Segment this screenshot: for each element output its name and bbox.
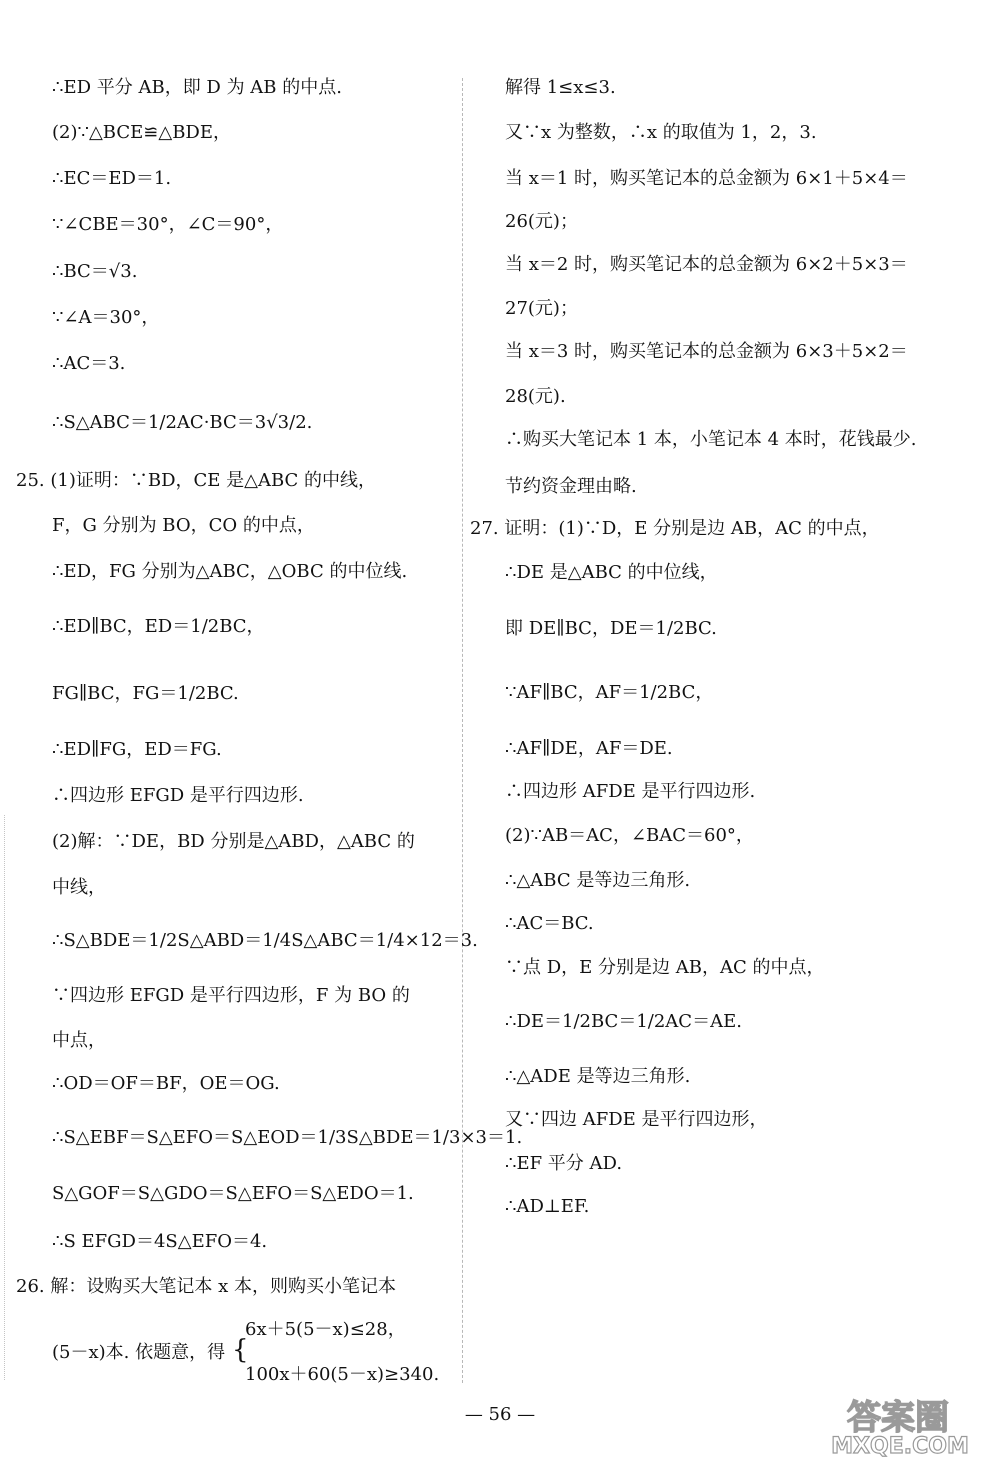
margin-dotted-line	[4, 815, 5, 1380]
inequality-line: 100x＋60(5－x)≥340.	[245, 1364, 440, 1385]
text-line: ∴EC＝ED＝1.	[52, 168, 172, 189]
text-line: 中点，	[52, 1030, 106, 1051]
text-line: 解得 1≤x≤3.	[505, 77, 616, 98]
text-line: (2)解：∵DE，BD 分别是△ABD，△ABC 的	[52, 831, 415, 852]
site-watermark-logo	[808, 1395, 988, 1457]
text-line: ∴四边形 EFGD 是平行四边形.	[52, 785, 304, 806]
text-line: ∴ED∥BC，ED＝1/2BC，	[52, 616, 265, 637]
text-line: ∵∠A＝30°，	[52, 307, 160, 328]
text-line: 中线，	[52, 877, 106, 898]
text-line: ∴ED∥FG，ED＝FG.	[52, 739, 222, 760]
text-line: ∴DE 是△ABC 的中位线，	[505, 562, 718, 583]
text-line: 节约资金理由略.	[505, 476, 637, 497]
watermark-url: MXQE.COM	[831, 1434, 969, 1457]
text-line: ∴△ADE 是等边三角形.	[505, 1066, 691, 1087]
text-line: ∴S EFGD＝4S△EFO＝4.	[52, 1231, 268, 1252]
problem-25-heading: 25. (1)证明：∵BD，CE 是△ABC 的中线，	[16, 470, 377, 491]
text-line: 即 DE∥BC，DE＝1/2BC.	[505, 618, 717, 639]
text-line: ∴四边形 AFDE 是平行四边形.	[505, 781, 756, 802]
text-line: 当 x＝1 时，购买笔记本的总金额为 6×1＋5×4＝	[505, 168, 908, 189]
text-line: 又∵x 为整数，∴x 的取值为 1，2，3.	[505, 122, 817, 143]
text-line: ∵AF∥BC，AF＝1/2BC，	[505, 682, 714, 703]
text-line: 又∵四边 AFDE 是平行四边形，	[505, 1109, 768, 1130]
text-line: ∴EF 平分 AD.	[505, 1153, 623, 1174]
text-line: ∴S△EBF＝S△EFO＝S△EOD＝1/3S△BDE＝1/3×3＝1.	[52, 1127, 523, 1148]
text-line: ∴△ABC 是等边三角形.	[505, 870, 691, 891]
text-line: (5－x)本. 依题意，得	[52, 1342, 226, 1363]
text-line: ∴AF∥DE，AF＝DE.	[505, 738, 673, 759]
text-line: ∵点 D，E 分别是边 AB，AC 的中点，	[505, 957, 825, 978]
text-line: S△GOF＝S△GDO＝S△EFO＝S△EDO＝1.	[52, 1183, 414, 1204]
text-line: FG∥BC，FG＝1/2BC.	[52, 683, 239, 704]
text-line: ∴DE＝1/2BC＝1/2AC＝AE.	[505, 1011, 742, 1032]
text-line: ∴AD⊥EF.	[505, 1196, 590, 1217]
text-line: ∴ED，FG 分别为△ABC，△OBC 的中位线.	[52, 561, 408, 582]
problem-26-heading: 26. 解：设购买大笔记本 x 本，则购买小笔记本	[16, 1276, 396, 1297]
text-line: ∴ED 平分 AB，即 D 为 AB 的中点.	[52, 77, 342, 98]
text-line: ∵∠CBE＝30°，∠C＝90°，	[52, 214, 284, 235]
column-divider	[462, 78, 463, 1383]
text-line: ∵四边形 EFGD 是平行四边形，F 为 BO 的	[52, 985, 410, 1006]
text-line: (2)∵AB＝AC，∠BAC＝60°，	[505, 825, 754, 846]
text-line: 26(元)；	[505, 211, 578, 232]
text-line: ∴OD＝OF＝BF，OE＝OG.	[52, 1073, 280, 1094]
text-line: ∴购买大笔记本 1 本，小笔记本 4 本时，花钱最少.	[505, 429, 917, 450]
text-line: 27(元)；	[505, 298, 578, 319]
text-line: F，G 分别为 BO，CO 的中点，	[52, 515, 315, 536]
text-line: ∴AC＝3.	[52, 353, 126, 374]
text-line: 28(元).	[505, 386, 566, 407]
inequality-line: 6x＋5(5－x)≤28，	[245, 1319, 406, 1340]
text-line: (2)∵△BCE≌△BDE，	[52, 122, 231, 143]
text-line: ∴BC＝√3.	[52, 261, 138, 282]
page-number: — 56 —	[464, 1404, 536, 1425]
watermark-chars: 答案圈	[847, 1398, 949, 1438]
problem-27-heading: 27. 证明：(1)∵D，E 分别是边 AB，AC 的中点，	[470, 518, 880, 539]
text-line: ∴AC＝BC.	[505, 913, 594, 934]
system-brace: {	[232, 1335, 249, 1365]
text-line: 当 x＝3 时，购买笔记本的总金额为 6×3＋5×2＝	[505, 341, 908, 362]
text-line: ∴S△BDE＝1/2S△ABD＝1/4S△ABC＝1/4×12＝3.	[52, 930, 478, 951]
text-line: ∴S△ABC＝1/2AC·BC＝3√3/2.	[52, 412, 313, 433]
text-line: 当 x＝2 时，购买笔记本的总金额为 6×2＋5×3＝	[505, 254, 908, 275]
